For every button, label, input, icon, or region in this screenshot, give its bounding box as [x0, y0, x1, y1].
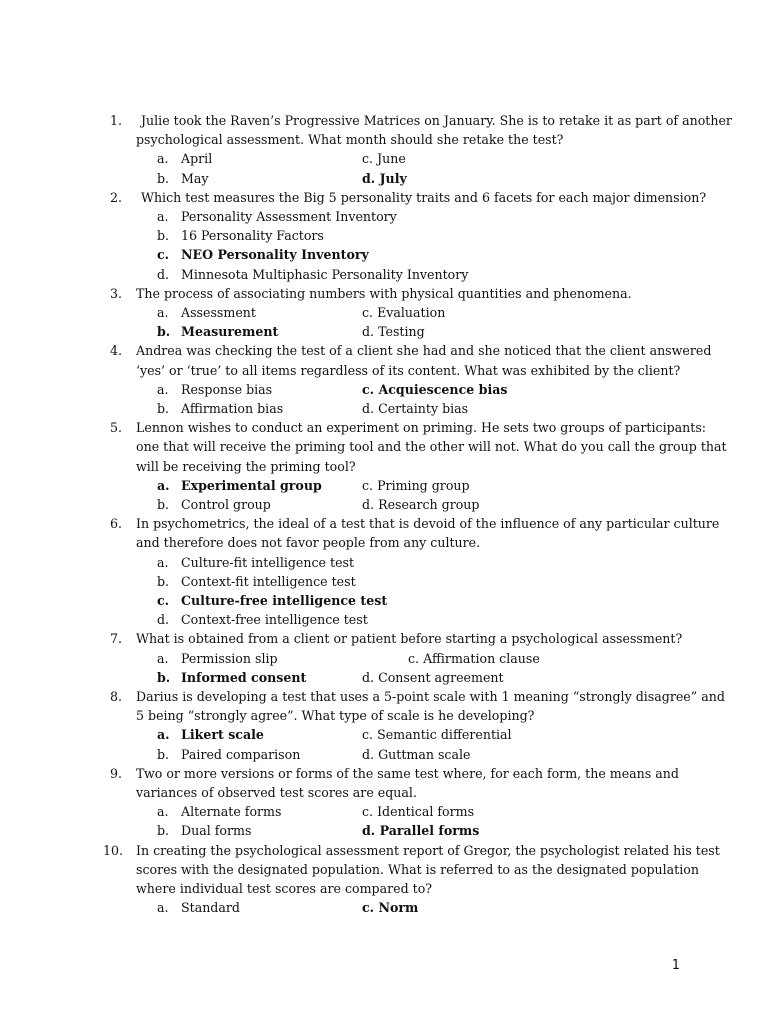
option-text-value: Evaluation — [377, 305, 446, 320]
question-text: Lennon wishes to conduct an experiment on priming. He sets two groups of participants: — [136, 420, 707, 436]
answer-option-row — [0, 649, 768, 668]
option-letter: d. — [362, 401, 375, 416]
option-text: Standard — [181, 900, 240, 916]
option-letter: d. — [362, 170, 376, 186]
option-text — [408, 649, 540, 668]
question-line — [0, 764, 768, 783]
option-text-value: Semantic differential — [377, 727, 512, 743]
question-text: 5 being “strongly agree”. What type of scale is he developing? — [136, 708, 535, 724]
option-letter: d. — [362, 669, 375, 685]
question-text: Two or more versions or forms of the same test where, for each form, the means and — [136, 765, 679, 781]
question-number: 9. — [109, 765, 122, 781]
option-text: Culture-fit intelligence test — [181, 554, 355, 570]
question-line — [0, 341, 768, 360]
question-number: 2. — [109, 189, 122, 205]
option-text-value: Testing — [378, 324, 425, 340]
option-text-value: Affirmation clause — [423, 650, 540, 666]
question-text: The process of associating numbers with physical quantities and phenomena. — [136, 285, 632, 301]
correct-answer-text — [362, 380, 507, 399]
correct-answer-text: Measurement — [181, 324, 279, 340]
question-text: psychological assessment. What month should she retake the test? — [136, 132, 564, 148]
option-text: Affirmation bias — [181, 401, 284, 416]
option-letter: a. — [157, 727, 170, 743]
answer-option-row — [0, 591, 768, 610]
option-text: May — [181, 170, 209, 186]
question-text: scores with the designated population. What is referred to as the designated population — [136, 861, 699, 877]
option-letter: c. — [362, 900, 375, 916]
correct-answer-text: Culture-free intelligence test — [181, 593, 388, 608]
question-line — [0, 188, 768, 207]
question-line — [0, 284, 768, 303]
question-number: 7. — [109, 631, 122, 647]
option-text-value: Consent agreement — [378, 669, 504, 685]
option-text — [362, 495, 479, 514]
answer-option-row — [0, 207, 768, 226]
question-text: ‘yes’ or ‘true’ to all items regardless of its content. What was exhibited by the client? — [136, 362, 681, 378]
option-text: Assessment — [181, 305, 256, 320]
option-letter: c. — [362, 151, 374, 167]
option-text — [362, 149, 406, 168]
option-letter: c. — [362, 477, 374, 493]
option-letter: b. — [157, 324, 171, 340]
answer-option-row — [0, 265, 768, 284]
option-letter: b. — [157, 823, 170, 839]
answer-option-row — [0, 898, 768, 917]
option-text: Dual forms — [181, 823, 252, 839]
question-line — [0, 111, 768, 130]
option-text — [362, 476, 470, 495]
question-number: 10. — [102, 842, 123, 858]
question-line — [0, 514, 768, 533]
question-continuation-line — [0, 533, 768, 552]
question-continuation-line — [0, 783, 768, 802]
question-line — [0, 687, 768, 706]
option-text: Control group — [181, 497, 271, 512]
option-letter: c. — [157, 247, 170, 263]
option-letter: d. — [362, 823, 376, 839]
question-text: variances of observed test scores are equal. — [136, 785, 417, 800]
question-text: and therefore does not favor people from any culture. — [136, 535, 481, 551]
answer-option-row — [0, 572, 768, 591]
correct-answer-text: Informed consent — [181, 669, 307, 685]
option-letter: c. — [362, 804, 374, 820]
option-text: Personality Assessment Inventory — [181, 209, 397, 224]
question-line — [0, 629, 768, 648]
correct-answer-text: Experimental group — [181, 477, 322, 493]
question-continuation-line — [0, 706, 768, 725]
option-text: Paired comparison — [181, 746, 301, 762]
option-letter: b. — [157, 170, 170, 186]
option-letter: b. — [157, 746, 170, 762]
option-text: Minnesota Multiphasic Personality Inventory — [181, 266, 469, 282]
correct-answer-text — [362, 898, 418, 917]
option-text-value: Research group — [378, 497, 480, 512]
question-text: Which test measures the Big 5 personality traits and 6 facets for each major dimension? — [141, 189, 707, 205]
option-text-value: Priming group — [377, 477, 470, 493]
option-text-value: Norm — [378, 900, 419, 916]
option-letter: d. — [362, 324, 375, 340]
option-letter: b. — [157, 401, 170, 416]
option-letter: c. — [362, 727, 374, 743]
question-text: where individual test scores are compared to? — [136, 881, 433, 896]
question-continuation-line — [0, 361, 768, 380]
answer-option-row — [0, 495, 768, 514]
option-letter: b. — [157, 497, 170, 512]
question-number: 4. — [109, 343, 122, 359]
answer-option-row — [0, 668, 768, 687]
option-text-value: Parallel forms — [379, 823, 480, 839]
option-letter: b. — [157, 228, 170, 244]
option-text: 16 Personality Factors — [181, 228, 324, 244]
question-number: 6. — [109, 516, 122, 532]
answer-option-row — [0, 226, 768, 245]
option-letter: a. — [157, 151, 169, 167]
option-letter: d. — [157, 266, 170, 282]
question-text: Darius is developing a test that uses a 5-point scale with 1 meaning “strongly disagree” and — [136, 689, 725, 704]
question-text: Andrea was checking the test of a client she had and she noticed that the client answered — [136, 343, 712, 359]
option-letter: d. — [362, 497, 375, 512]
option-letter: d. — [362, 746, 375, 762]
option-letter: b. — [157, 669, 171, 685]
answer-option-row — [0, 149, 768, 168]
answer-option-row — [0, 802, 768, 821]
question-text: In creating the psychological assessment report of Gregor, the psychologist related his test — [136, 842, 720, 858]
option-letter: b. — [157, 573, 170, 589]
question-text: What is obtained from a client or patient before starting a psychological assessment? — [136, 631, 683, 647]
question-text: one that will receive the priming tool and the other will not. What do you call the group that — [136, 439, 727, 455]
question-text: Julie took the Raven’s Progressive Matrices on January. She is to retake it as part of another — [141, 113, 732, 128]
option-letter: a. — [157, 477, 170, 493]
option-letter: c. — [362, 381, 375, 397]
option-letter: a. — [157, 900, 169, 916]
answer-option-row — [0, 610, 768, 629]
option-text-value: July — [379, 170, 407, 186]
option-text: Context-free intelligence test — [181, 612, 368, 628]
answer-option-row — [0, 322, 768, 341]
question-number: 3. — [109, 285, 122, 301]
option-text-value: Identical forms — [377, 804, 475, 820]
page-number: 1 — [671, 958, 680, 973]
option-text — [362, 322, 425, 341]
option-text — [362, 668, 504, 687]
option-letter: a. — [157, 554, 169, 570]
answer-option-row — [0, 821, 768, 840]
option-text: Permission slip — [181, 650, 278, 666]
option-letter: c. — [362, 305, 374, 320]
option-text-value: June — [377, 151, 406, 167]
question-continuation-line — [0, 860, 768, 879]
question-text: In psychometrics, the ideal of a test that is devoid of the influence of any particular culture — [136, 516, 720, 532]
question-text: will be receiving the priming tool? — [136, 458, 356, 474]
option-text-value: Certainty bias — [378, 401, 469, 416]
question-number: 5. — [109, 420, 122, 436]
option-letter: c. — [408, 650, 420, 666]
option-text-value: Acquiescence bias — [378, 381, 508, 397]
question-continuation-line — [0, 879, 768, 898]
correct-answer-text: Likert scale — [181, 727, 264, 743]
option-letter: a. — [157, 209, 169, 224]
answer-option-row — [0, 725, 768, 744]
option-letter: a. — [157, 650, 169, 666]
option-text — [362, 303, 445, 322]
option-text — [362, 802, 474, 821]
question-number: 1. — [109, 113, 122, 128]
answer-option-row — [0, 169, 768, 188]
option-text: April — [181, 151, 213, 167]
question-number: 8. — [109, 689, 122, 704]
option-text: Response bias — [181, 381, 273, 397]
option-letter: d. — [157, 612, 170, 628]
answer-option-row — [0, 303, 768, 322]
option-text — [362, 745, 470, 764]
correct-answer-text — [362, 169, 407, 188]
option-letter: a. — [157, 381, 169, 397]
option-letter: a. — [157, 305, 169, 320]
answer-option-row — [0, 745, 768, 764]
question-line — [0, 841, 768, 860]
option-text — [362, 399, 468, 418]
option-text: Alternate forms — [181, 804, 282, 820]
answer-option-row — [0, 245, 768, 264]
option-text-value: Guttman scale — [378, 746, 471, 762]
option-text — [362, 725, 512, 744]
answer-option-row — [0, 380, 768, 399]
correct-answer-text: NEO Personality Inventory — [181, 247, 369, 263]
question-line — [0, 418, 768, 437]
answer-option-row — [0, 476, 768, 495]
question-continuation-line — [0, 130, 768, 149]
option-letter: a. — [157, 804, 169, 820]
answer-option-row — [0, 399, 768, 418]
answer-option-row — [0, 553, 768, 572]
option-text: Context-fit intelligence test — [181, 573, 356, 589]
question-continuation-line — [0, 457, 768, 476]
correct-answer-text — [362, 821, 479, 840]
option-letter: c. — [157, 593, 170, 608]
question-continuation-line — [0, 437, 768, 456]
